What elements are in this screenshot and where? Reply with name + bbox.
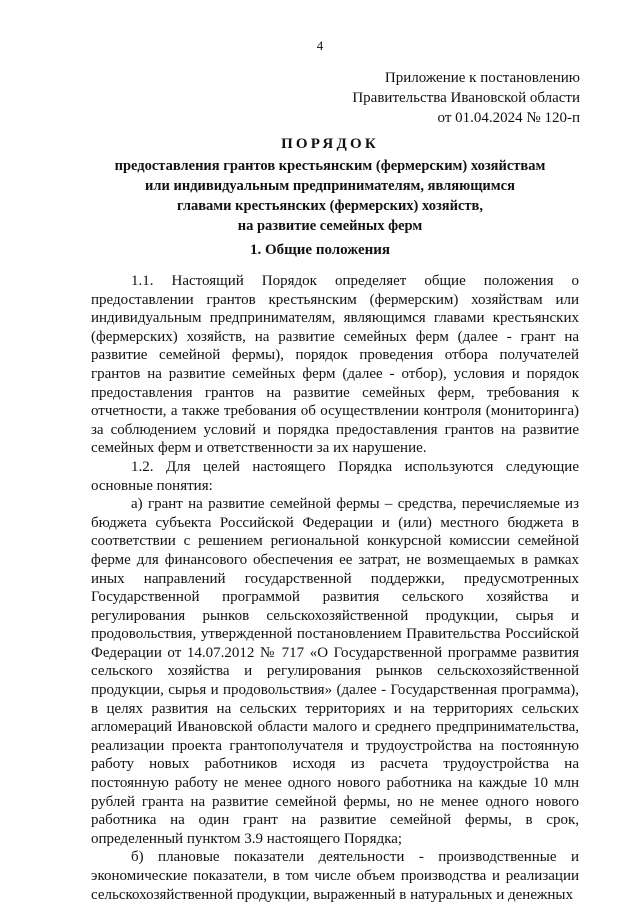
title-line: на развитие семейных ферм xyxy=(237,218,423,234)
document-body xyxy=(91,272,579,904)
appendix-line: Правительства Ивановской области xyxy=(352,90,580,106)
title-line: предоставления грантов крестьянским (фермерским) хозяйствам xyxy=(114,158,546,174)
appendix-line: от 01.04.2024 № 120-п xyxy=(437,110,580,126)
page-number: 4 xyxy=(316,38,324,53)
paragraph: б) плановые показатели деятельности - производственные и экономические показатели, в том числе объем производства и реализации сельскохозяйственной продукции, выраженный в натуральных и денежных xyxy=(91,849,579,903)
document-title xyxy=(90,134,570,236)
appendix-line: Приложение к постановлению xyxy=(384,70,580,86)
title-line: или индивидуальным предпринимателям, являющимся xyxy=(145,178,515,194)
paragraph: 1.1. Настоящий Порядок определяет общие положения о предоставлении грантов крестьянским (фермерским) хозяйствам или индивидуальным предпринимателям, являющимся главами крестьянских (фермерских) хозяйств, на развитие семейных ферм (далее - грант на развитие семейной фермы), порядок проведения отбора получателей грантов на развитие семейных ферм (далее - отбор), условия и порядок предоставления грантов на развитие семейных ферм, требования к отчетности, а также требования об осуществлении контроля (мониторинга) за соблюдением условий и порядка предоставления грантов на развитие семейных ферм и ответственности за их нарушение. xyxy=(91,273,579,457)
paragraph: а) грант на развитие семейной фермы – средства, перечисляемые из бюджета субъекта Российской Федерации и (или) местного бюджета в соответствии с решением региональной конкурсной комиссии семейной ферме для финансового обеспечения ее затрат, не возмещаемых в рамках иных направлений государственной поддержки, предусмотренных Государственной программой развития сельского хозяйства и регулирования рынков сельскохозяйственной продукции, сырья и продовольствия, утвержденной постановлением Правительства Российской Федерации от 14.07.2012 № 717 «О Государственной программе развития сельского хозяйства и регулирования рынков сельскохозяйственной продукции, сырья и продовольствия» (далее - Государственная программа), в целях развития на сельских территориях и на территориях сельских агломераций Ивановской области малого и среднего предпринимательства, реализации проекта грантополучателя и трудоустройства на постоянную работу новых работников исходя из расчета трудоустройства на постоянную работу не менее одного нового работника на каждые 10 млн рублей гранта на развитие семейной фермы, но не менее одного нового работника на один грант на развитие семейной фермы, в срок, определенный пунктом 3.9 настоящего Порядка; xyxy=(91,496,579,847)
title-main: ПОРЯДОК xyxy=(281,136,379,152)
title-line: главами крестьянских (фермерских) хозяйств, xyxy=(176,198,483,214)
section-heading: 1. Общие положения xyxy=(249,242,391,258)
appendix-note xyxy=(352,68,580,128)
paragraph: 1.2. Для целей настоящего Порядка используются следующие основные понятия: xyxy=(91,458,579,494)
